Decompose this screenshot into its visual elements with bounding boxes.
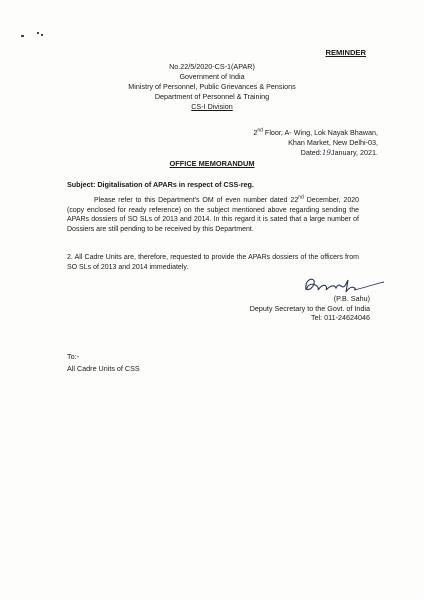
reminder-label: REMINDER <box>325 48 366 57</box>
scan-mark <box>41 34 43 36</box>
date-line: Dated:19January, 2021. <box>300 148 378 157</box>
signatory-name: (P.B. Sahu) <box>333 294 370 303</box>
government: Government of India <box>179 72 245 81</box>
file-number: No.22/5/2020-CS-1(APAR) <box>169 62 255 71</box>
paragraph-2: 2. All Cadre Units are, therefore, requested to provide the APARs dossiers of the officers from SO SLs of 2013 and 2014 immediately. <box>67 254 359 271</box>
scan-mark <box>37 32 39 34</box>
recipient-block <box>67 351 140 374</box>
address-line-1: 2nd Floor, A- Wing, Lok Nayak Bhawan, <box>253 127 378 137</box>
letterhead <box>0 62 424 112</box>
ministry: Ministry of Personnel, Public Grievances & Pensions <box>128 82 296 91</box>
memo-title: OFFICE MEMORANDUM <box>169 159 255 168</box>
address-block <box>138 128 378 158</box>
to-label: To:- <box>67 352 79 361</box>
paragraph-1: Please refer to this Department's OM of even number dated 22nd December, 2020 (copy enclosed for ready reference) on the subject mentioned above regarding sending the APARs dossiers of SO SLs of 2013 and 2014. In this regard it is sated that a large number of Dossiers are still pending to be received by this Department. <box>67 194 360 233</box>
recipient: All Cadre Units of CSS <box>67 363 140 373</box>
handwritten-date: 19 <box>321 148 331 157</box>
signatory-designation: Deputy Secretary to the Govt. of India <box>249 303 370 313</box>
scan-mark <box>21 35 24 37</box>
subject-line: Subject: Digitalisation of APARs in respect of CSS-reg. <box>67 180 254 189</box>
signature-block <box>170 294 370 323</box>
department: Department of Personnel & Training <box>154 92 270 101</box>
division: CS-I Division <box>191 102 233 111</box>
signatory-tel: Tel: 011-24624046 <box>310 313 370 323</box>
address-line-2: Khan Market, New Delhi-03, <box>288 138 378 147</box>
